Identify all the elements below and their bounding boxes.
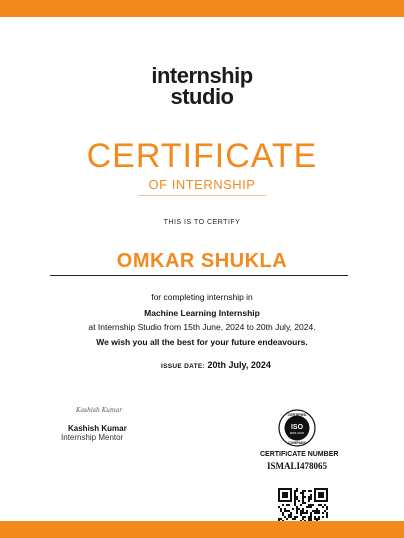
body-line-1: for completing internship in: [151, 292, 253, 302]
issue-date-label: ISSUE DATE:: [161, 363, 205, 370]
well-wishes: We wish you all the best for your future endeavours.: [96, 337, 308, 347]
internship-period: at Internship Studio from 15th June, 2024 to 20th July, 2024.: [88, 322, 316, 332]
name-underline: [50, 275, 348, 276]
iso-top-text: CERTIFIED: [287, 412, 307, 417]
iso-bottom-text: COMPANY: [287, 441, 307, 445]
issue-date-value: 20th July, 2024: [207, 360, 271, 370]
bottom-accent-bar: [0, 521, 404, 538]
certificate-number: ISMALI478065: [267, 461, 328, 471]
certificate-title: CERTIFICATE: [86, 137, 318, 175]
issue-date-block: [161, 360, 271, 370]
certificate-number-label: CERTIFICATE NUMBER: [260, 451, 339, 458]
recipient-name: OMKAR SHUKLA: [116, 250, 288, 272]
certify-text: THIS IS TO CERTIFY: [163, 219, 241, 226]
logo-line-studio: studio: [170, 84, 234, 109]
iso-mark: ISO: [290, 424, 304, 431]
mentor-signature: Kashish Kumar: [76, 407, 123, 414]
certificate-subtitle: OF INTERNSHIP: [148, 177, 256, 192]
subtitle-underline: [138, 195, 266, 196]
top-accent-bar: [0, 0, 404, 17]
iso-number: 9001:2015: [289, 431, 305, 435]
iso-certified-badge-icon: [278, 409, 316, 447]
logo-line-internship: internship: [151, 63, 253, 88]
mentor-role: Internship Mentor: [61, 433, 124, 442]
mentor-name: Kashish Kumar: [68, 424, 127, 433]
internship-program: Machine Learning Internship: [144, 308, 260, 318]
